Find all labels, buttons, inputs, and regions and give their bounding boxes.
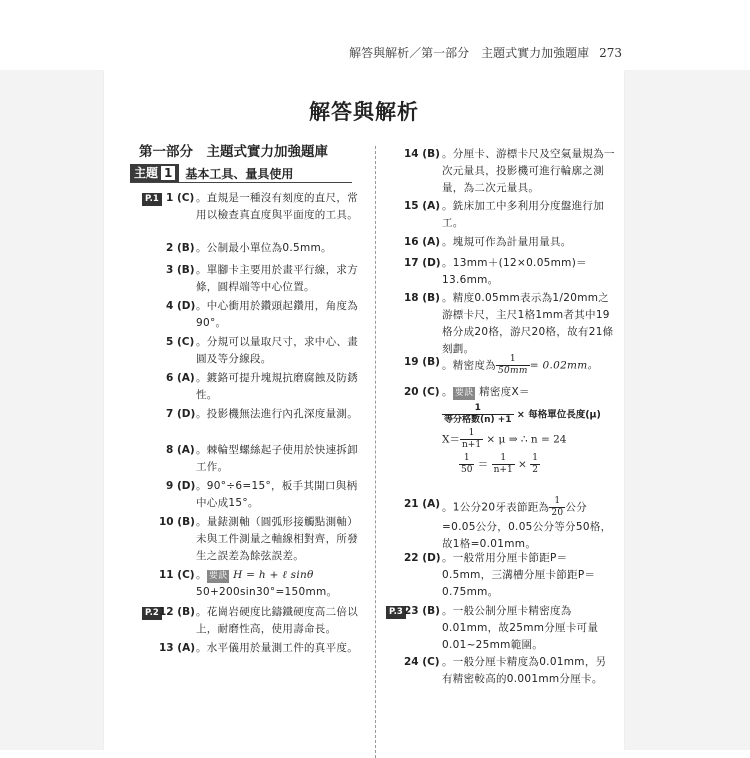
formula-line: X＝ $\frac{1}{n+1}$ × μ ⇒ ∴ n = 24: [442, 428, 567, 450]
page-number: 273: [599, 46, 622, 60]
answer-item: 14 (B) 。分厘卡、游標卡尺及空氣量規為一次元量具，投影機可進行輪廓之測量，為二次元量具。: [404, 148, 615, 194]
right-margin: [623, 70, 750, 750]
fraction: $\frac{1}{50mm}$: [498, 354, 528, 376]
formula-line: $\frac{1}{\text{等分格數(n) +1}}$ × 每格單位長度(μ): [444, 403, 601, 425]
page-ref-badge: P.2: [142, 607, 162, 620]
answer-item: 13 (A) 。水平儀用於量測工件的真平度。: [159, 642, 358, 654]
answer-item: 2 (B) 。公制最小單位為0.5mm。: [166, 242, 332, 254]
answer-item: 24 (C) 。一般分厘卡精度為0.01mm，另有精密較高的0.001mm分厘卡。: [404, 656, 607, 685]
page-ref-badge: P.3: [386, 606, 406, 619]
answer-item: 10 (B) 。量錶測軸（圓弧形接觸點測軸）未與工件測量之軸線相對齊，所發生之誤差為餘弦誤差。: [159, 516, 358, 562]
page-content: [103, 70, 625, 750]
fraction: $\frac{1}{20}$: [551, 496, 564, 518]
topic-underline: [130, 182, 352, 183]
key-tag: 要訣: [208, 571, 228, 581]
answer-item: 18 (B) 。精度0.05mm表示為1/20mm之游標卡尺，主尺1格1mm者其中19格分成20格，游尺20格，故有21條刻劃。: [404, 292, 614, 355]
answer-item: 17 (D) 。13mm＋(12×0.05mm)＝13.6mm。: [404, 257, 587, 286]
answer-item: 11 (C) 。 要訣 H = h + ℓ sinθ 50+200sin30°=150mm。: [159, 569, 338, 598]
topic-name: 基本工具、量具使用: [185, 167, 294, 181]
running-header: [349, 44, 622, 61]
answer-item: 22 (D) 。一般常用分厘卡節距P＝0.5mm，三溝槽分厘卡節距P＝0.75mm。: [404, 552, 596, 598]
answer-item: 4 (D) 。中心衝用於鑽頭起鑽用，角度為90°。: [166, 300, 358, 329]
topic-number: 1: [161, 166, 175, 180]
left-margin: [0, 70, 103, 750]
topic-heading: [130, 164, 352, 183]
answer-item: 15 (A) 。銑床加工中多利用分度盤進行加工。: [404, 200, 604, 229]
answer-item: 19 (B) 。精密度為 $\frac{1}{50mm}$ = 0.02mm。: [404, 354, 599, 376]
answer-item: 9 (D) 。90°÷6=15°，板手其開口與柄中心成15°。: [166, 480, 358, 509]
answer-item: 7 (D) 。投影機無法進行內孔深度量測。: [166, 408, 358, 420]
answer-item: 20 (C) 。 要訣 精密度X＝ $\frac{1}{\text{等分格數(n) +1}}$ × 每格單位長度(μ) X＝ $\frac{1}{n+1}$ × μ ⇒ ∴ n = 24 $\frac{1}{50}$ ＝ $\frac{1}{n+1}$ × $\frac{1}{2}$: [404, 384, 616, 476]
answer-item: 3 (B) 。單腳卡主要用於畫平行線，求方條，圓桿端等中心位置。: [166, 264, 358, 293]
breadcrumb: 解答與解析／第一部分 主題式實力加強題庫: [349, 46, 590, 60]
answer-item: 21 (A) 。1公分20牙表節距為 $\frac{1}{20}$ 公分 =0.05公分，0.05公分等分50格，故1格=0.01mm。: [404, 496, 612, 550]
page-title: 解答與解析: [309, 100, 419, 124]
key-tag: 要訣: [454, 388, 474, 398]
formula-line: $\frac{1}{50}$ ＝ $\frac{1}{n+1}$ × $\frac{1}{2}$: [461, 453, 538, 475]
formula: H = h + ℓ sinθ: [233, 569, 314, 581]
answer-item: 6 (A) 。鍍鉻可提升塊規抗磨腐蝕及防銹性。: [166, 372, 358, 401]
topic-tag: 主題 1: [130, 164, 179, 183]
answer-item: 16 (A) 。塊規可作為計量用量具。: [404, 236, 572, 248]
answer-item: 8 (A) 。棘輪型螺絲起子使用於快速拆卸工作。: [166, 444, 358, 473]
answer-item: 5 (C) 。分規可以量取尺寸，求中心、畫圓及等分線段。: [166, 336, 358, 365]
section-title: 第一部分 主題式實力加強題庫: [139, 144, 328, 160]
answer-item: 23 (B) 。一般公制分厘卡精密度為0.01mm，故25mm分厘卡可量0.01~25mm範圍。: [404, 605, 599, 651]
answer-item: 1 (C) 。直規是一種沒有刻度的直尺，常用以檢查真直度與平面度的工具。: [166, 192, 358, 221]
page-header: [0, 0, 750, 70]
page-ref-badge: P.1: [142, 193, 162, 206]
answer-item: 12 (B) 。花崗岩硬度比鑄鐵硬度高二倍以上，耐磨性高，使用壽命長。: [159, 606, 358, 635]
column-divider: [375, 146, 376, 758]
